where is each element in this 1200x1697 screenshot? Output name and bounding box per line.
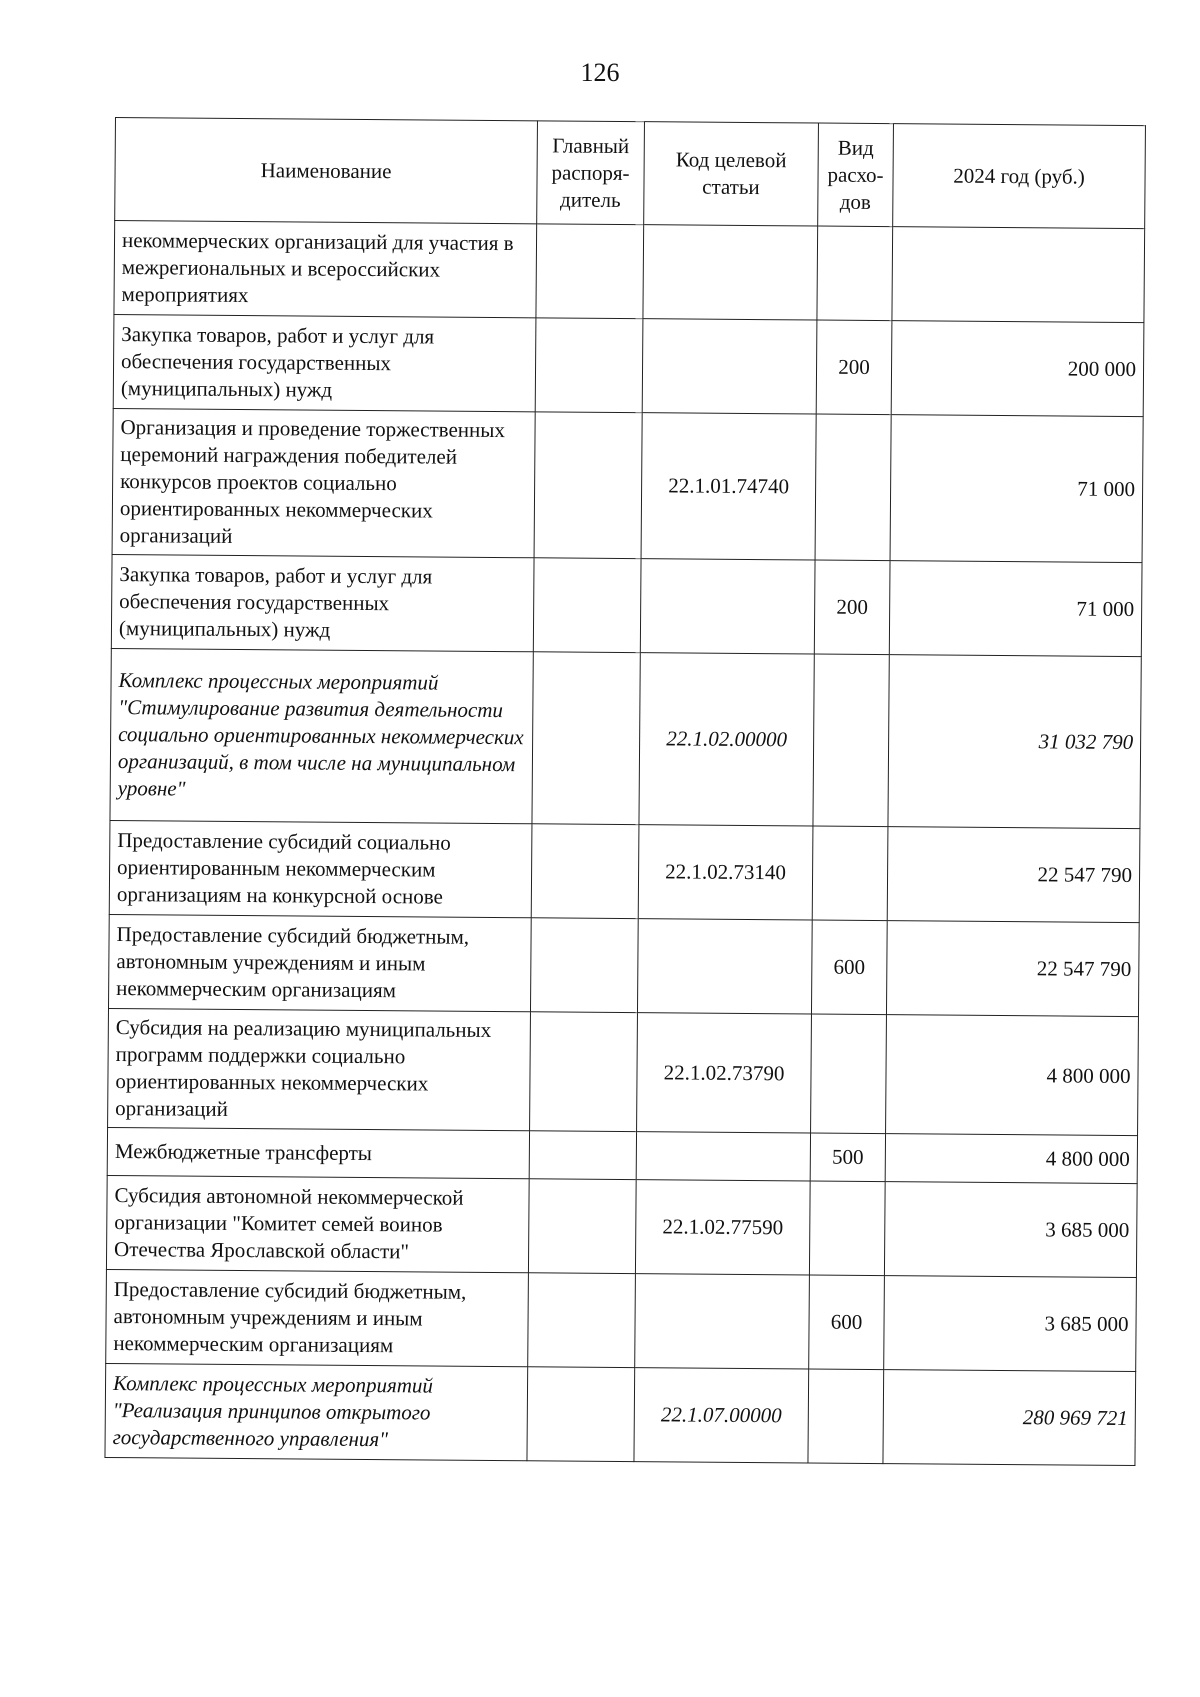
table-row (112, 408, 1143, 562)
cell-chief-manager (528, 1273, 636, 1368)
cell-target-code: 22.1.01.74740 (641, 413, 816, 560)
cell-expense-type (811, 1014, 887, 1134)
cell-expense-type (812, 826, 888, 921)
cell-expense-type (813, 654, 889, 827)
cell-target-code: 22.1.02.77590 (635, 1180, 810, 1275)
cell-expense-type: 200 (814, 560, 890, 655)
cell-name: некоммерческих организаций для участия в межрегиональных и всероссийских мероприятиях (114, 221, 537, 318)
cell-expense-type: 600 (811, 920, 887, 1015)
cell-chief-manager (532, 652, 640, 825)
table-row (107, 1127, 1137, 1183)
cell-expense-type: 600 (809, 1275, 885, 1370)
cell-expense-type (809, 1181, 885, 1276)
cell-chief-manager (536, 224, 644, 319)
cell-amount: 31 032 790 (888, 655, 1141, 829)
header-expense-type: Вид расхо-дов (818, 123, 894, 227)
cell-chief-manager (528, 1179, 636, 1274)
cell-target-code: 22.1.02.73790 (637, 1013, 812, 1133)
cell-amount: 71 000 (889, 561, 1142, 657)
cell-target-code (642, 319, 817, 414)
cell-chief-manager (527, 1367, 635, 1462)
cell-expense-type: 200 (816, 320, 892, 415)
table-row (113, 314, 1144, 416)
cell-target-code: 22.1.02.00000 (639, 653, 814, 826)
cell-chief-manager (534, 412, 642, 559)
cell-amount: 22 547 790 (887, 827, 1140, 923)
table-row (110, 648, 1141, 828)
table-body (105, 221, 1145, 1466)
cell-target-code (636, 1132, 810, 1181)
cell-name: Закупка товаров, работ и услуг для обеспечения государственных (муниципальных) нужд (111, 554, 534, 651)
cell-name: Межбюджетные трансферты (107, 1127, 529, 1178)
cell-name: Предоставление субсидий бюджетным, автономным учреждениям и иным некоммерческим организациям (108, 914, 531, 1011)
cell-name: Субсидия на реализацию муниципальных программ поддержки социально ориентированных некоммерческих организаций (108, 1008, 531, 1130)
cell-amount: 3 685 000 (884, 1182, 1137, 1278)
cell-chief-manager (531, 824, 639, 919)
cell-amount: 3 685 000 (884, 1276, 1137, 1372)
table-row (108, 1008, 1139, 1135)
cell-chief-manager (535, 318, 643, 413)
table-row (114, 221, 1145, 323)
cell-name: Предоставление субсидий бюджетным, автономным учреждениям и иным некоммерческим организациям (106, 1269, 529, 1366)
cell-name: Предоставление субсидий социально ориентированным некоммерческим организациям на конкурсной основе (109, 820, 532, 917)
header-target-code: Код целевой статьи (644, 122, 819, 226)
table-header-row (115, 118, 1146, 229)
cell-target-code: 22.1.02.73140 (638, 825, 813, 920)
table-row (105, 1363, 1136, 1465)
table-row (106, 1269, 1137, 1371)
header-name: Наименование (115, 118, 538, 224)
cell-expense-type: 500 (810, 1133, 885, 1182)
cell-name: Комплекс процессных мероприятий "Стимулирование развития деятельности социально ориентированных некоммерческих организаций, в том числе на муниципальном уровне" (110, 648, 533, 823)
table-row (106, 1175, 1137, 1277)
cell-amount: 200 000 (891, 321, 1144, 417)
cell-target-code (643, 225, 818, 320)
page-number: 126 (580, 58, 620, 87)
cell-amount: 71 000 (890, 415, 1143, 563)
table-row (108, 914, 1139, 1016)
cell-target-code (640, 559, 815, 654)
cell-amount: 4 800 000 (886, 1015, 1139, 1136)
cell-name: Закупка товаров, работ и услуг для обеспечения государственных (муниципальных) нужд (113, 314, 536, 411)
cell-target-code (635, 1274, 810, 1369)
table-row (111, 554, 1142, 656)
cell-target-code: 22.1.07.00000 (634, 1368, 809, 1463)
cell-amount: 22 547 790 (886, 921, 1139, 1017)
cell-expense-type (808, 1369, 884, 1464)
cell-amount: 280 969 721 (883, 1370, 1136, 1466)
table-row (109, 820, 1140, 922)
cell-chief-manager (529, 1131, 636, 1180)
cell-chief-manager (530, 918, 638, 1013)
budget-table (104, 117, 1146, 1466)
cell-name: Комплекс процессных мероприятий "Реализация принципов открытого государственного управления" (105, 1363, 528, 1460)
cell-amount: 4 800 000 (885, 1134, 1137, 1184)
cell-target-code (637, 919, 812, 1014)
cell-name: Организация и проведение торжественных церемоний награждения победителей конкурсов проектов социально ориентированных некоммерческих организаций (112, 408, 535, 557)
cell-name: Субсидия автономной некоммерческой организации "Комитет семей воинов Отечества Ярославской области" (106, 1175, 529, 1272)
header-chief-manager: Главный распоря-дитель (537, 121, 645, 225)
header-amount: 2024 год (руб.) (893, 124, 1146, 229)
cell-amount (892, 227, 1145, 323)
cell-chief-manager (533, 558, 641, 653)
cell-expense-type (815, 414, 891, 561)
cell-expense-type (817, 226, 893, 321)
cell-chief-manager (530, 1012, 638, 1132)
